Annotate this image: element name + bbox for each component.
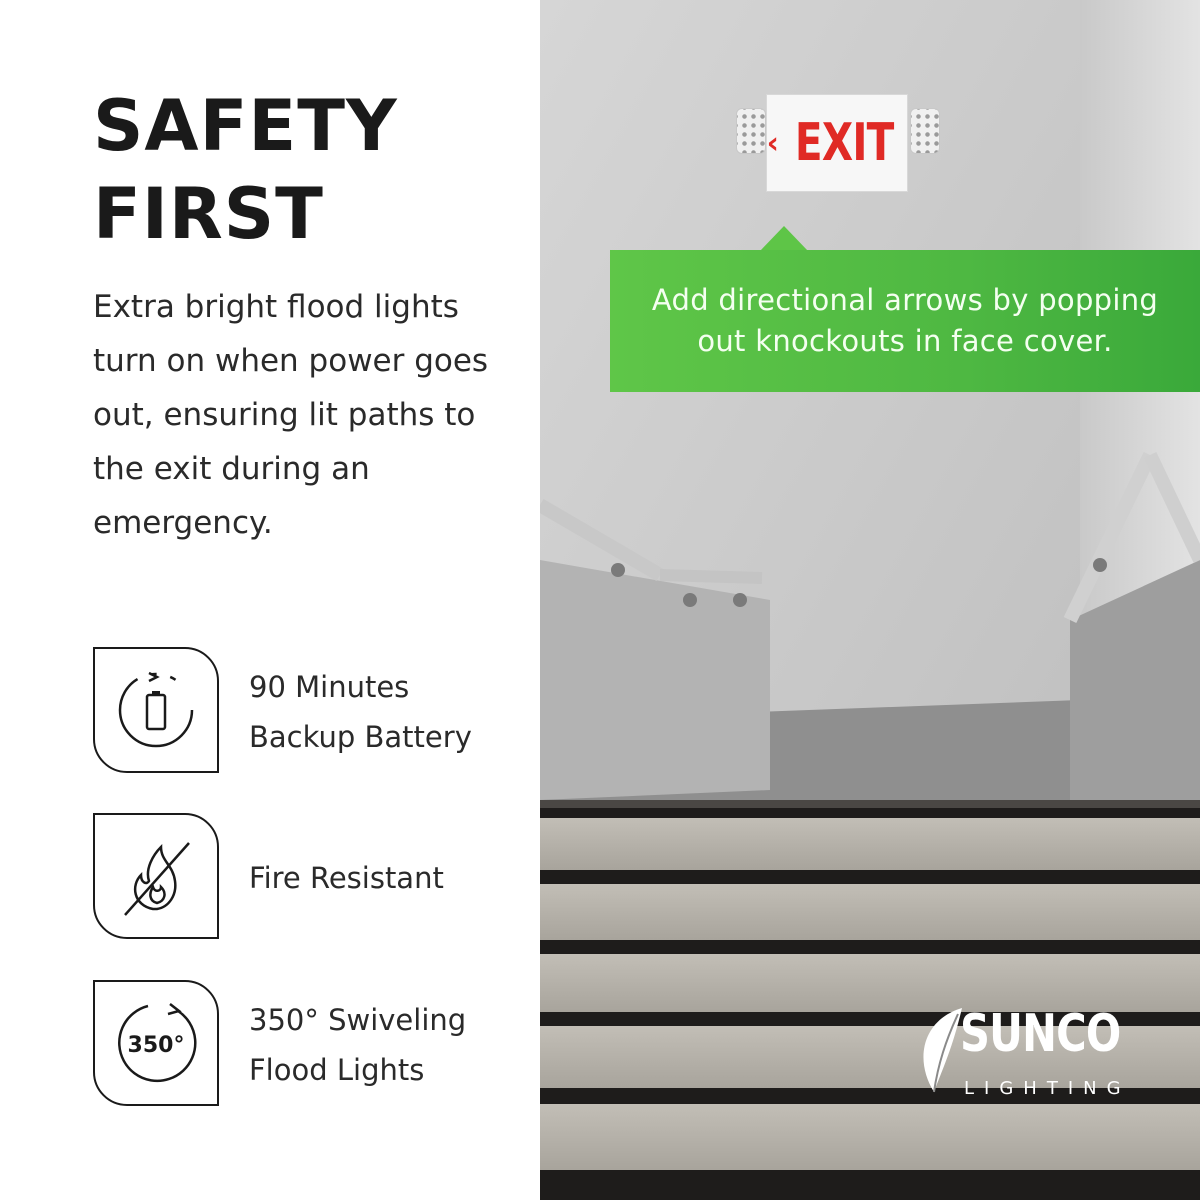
left-info-panel [0,0,540,1200]
swivel-350-icon [93,980,219,1106]
callout-pointer [760,226,808,251]
feature-fire [93,813,533,943]
exit-sign [730,94,945,194]
exit-sign-text: EXIT [794,113,894,173]
description-text: Extra bright flood lights turn on when power goes out, ensuring lit paths to the exit during an emergency. [93,289,489,541]
exit-arrow-icon: ‹ [766,125,779,161]
exit-sign-face [766,94,908,192]
brand-sub: LIGHTING [964,1078,1131,1099]
feature-swivel-label: 350° Swiveling Flood Lights [249,1003,467,1087]
flood-lamp-left [736,108,766,154]
callout-text: Add directional arrows by popping out knockouts in face cover. [651,283,1159,358]
headline-line-2: FIRST [93,173,324,255]
headline [93,82,513,258]
battery-backup-icon [93,647,219,773]
flood-lamp-right [910,108,940,154]
feature-fire-label: Fire Resistant [249,861,444,895]
brand-name: SUNCO [960,1004,1121,1064]
callout-banner [610,250,1200,392]
swivel-badge-text: 350° [127,1033,185,1058]
feature-swivel [93,980,533,1110]
brand-logo [912,1000,1131,1120]
feature-battery-label: 90 Minutes Backup Battery [249,670,472,754]
fire-resistant-icon [93,813,219,939]
headline-line-1: SAFETY [93,85,398,167]
feature-battery [93,647,533,777]
